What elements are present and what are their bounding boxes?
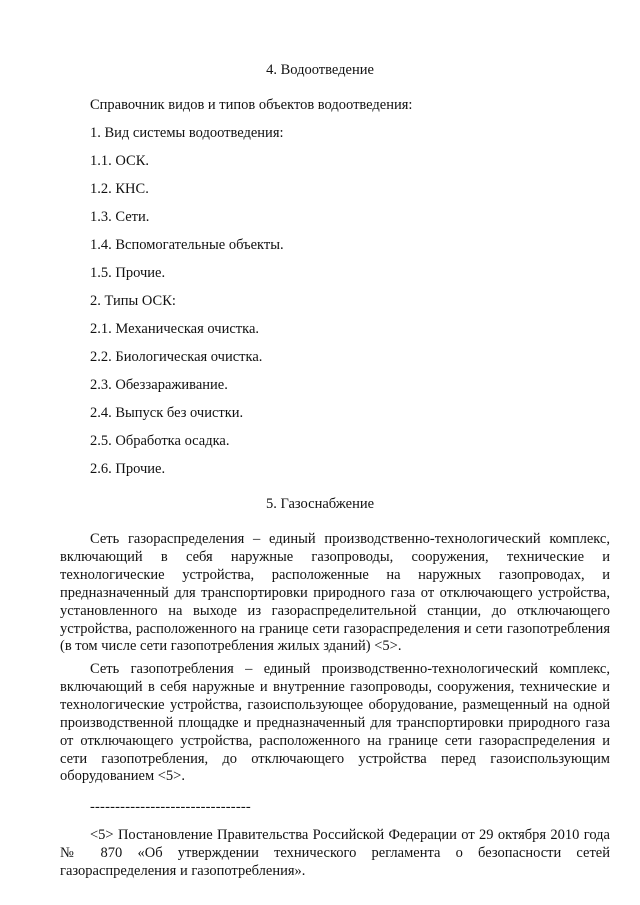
list-item: 2.5. Обработка осадка.	[90, 433, 230, 449]
list-item: 2.4. Выпуск без очистки.	[90, 405, 244, 421]
section-4-intro: Справочник видов и типов объектов водоотведения:	[90, 97, 413, 113]
list-item: 1.5. Прочие.	[90, 265, 166, 281]
section-4-title: 4. Водоотведение	[266, 62, 374, 78]
list-item: 1.3. Сети.	[90, 209, 150, 225]
section-5-title: 5. Газоснабжение	[265, 496, 375, 512]
list-item: 2.6. Прочие.	[90, 461, 166, 477]
list-item: 2. Типы ОСК:	[90, 293, 176, 309]
list-item: 1.1. ОСК.	[90, 153, 149, 169]
list-item: 1.4. Вспомогательные объекты.	[90, 237, 284, 253]
list-item: 1.2. КНС.	[90, 181, 149, 197]
paragraph-gas-distribution: Сеть газораспределения – единый производственно-технологический комплекс, включающий в себя наружные газопроводы, сооружения, технические и технологические устройства, расположенные на наружных газопроводах, и предназначенный для транспортировки природного газа от отключающего устройства, установленного на выходе из газораспределительной станции, до отключающего устройства, расположенного на границе сети газораспределения и сети газопотребления (в том числе сети газопотребления жилых зданий) <5>.	[60, 531, 610, 655]
footnote-separator: --------------------------------	[90, 799, 251, 815]
list-item: 2.1. Механическая очистка.	[90, 321, 260, 337]
list-item: 2.2. Биологическая очистка.	[90, 349, 263, 365]
list-item: 2.3. Обеззараживание.	[90, 377, 228, 393]
paragraph-gas-consumption: Сеть газопотребления – единый производственно-технологический комплекс, включающий в себя наружные и внутренние газопроводы, сооружения, технические и технологические устройства, газоиспользующее оборудование, размещенный на одной производственной площадке и предназначенный для транспортировки природного газа от отключающего устройства, расположенного на границе сети газораспределения и сети газопотребления, до отключающего устройства перед газоиспользующим оборудованием <5>.	[60, 661, 610, 785]
list-item: 1. Вид системы водоотведения:	[90, 125, 284, 141]
footnote-text: <5> Постановление Правительства Российской Федерации от 29 октября 2010 года № 870 «Об утверждении технического регламента о безопасности сетей газораспределения и газопотребления».	[60, 827, 610, 879]
